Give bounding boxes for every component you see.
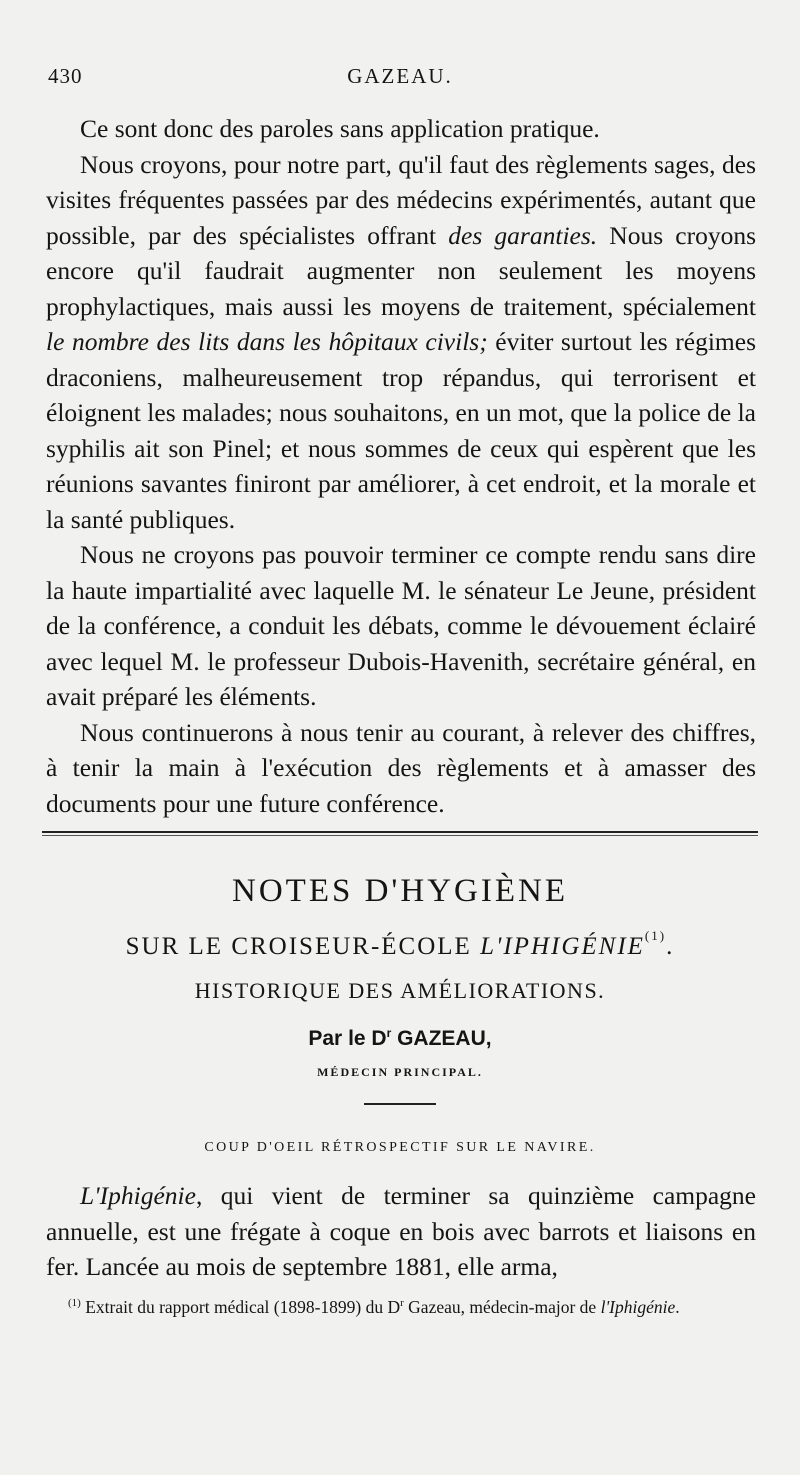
author-role: MÉDECIN PRINCIPAL. [317, 1065, 483, 1079]
subtitle-end: . [666, 933, 675, 960]
byline-sup: r [386, 1026, 392, 1040]
section-divider-thin [42, 835, 758, 836]
article-title: NOTES D'HYGIÈNE [232, 873, 568, 909]
byline-name: GAZEAU, [391, 1027, 492, 1050]
footnote-ref: (1) [644, 928, 667, 943]
footnote-sup: r [400, 1297, 404, 1309]
italic-run: le nombre des lits dans les hôpitaux civils; [46, 327, 488, 356]
paragraph [46, 147, 756, 538]
paragraph: Nous continuerons à nous tenir au courant, à relever des chiffres, à tenir la main à l'exécution des règlements et à amasser des documents pour une future conférence. [46, 717, 756, 818]
paragraph: Nous ne croyons pas pouvoir terminer ce compte rendu sans dire la haute impartialité avec laquelle M. le sénateur Le Jeune, président de la conférence, a conduit les débats, comme le dévouement éclairé avec lequel M. le professeur Dubois-Havenith, secrétaire général, en avait préparé les éléments. [46, 540, 756, 711]
text-run: Gazeau, médecin-major de [403, 1296, 601, 1317]
footnote-marker: (1) [68, 1297, 81, 1309]
text-run: Extrait du rapport médical (1898-1899) du D [80, 1296, 401, 1317]
italic-run: des garanties. [448, 220, 598, 250]
page-header [48, 64, 752, 94]
article-subtitle [0, 928, 800, 961]
paragraph: Ce sont donc des paroles sans application pratique. [80, 114, 600, 143]
italic-run: l'Iphigénie [600, 1296, 676, 1317]
article-body [46, 1178, 756, 1285]
text-run: éviter surtout les régimes draconiens, malheureusement trop répandus, qui terrorisent et éloignent les malades; nous souhaitons, en un mot, que la police de la syphilis ait son Pinel; et nous sommes de ceux qui espèrent que les réunions savantes finiront par améliorer, à cet endroit, et la morale et la santé publiques. [46, 327, 756, 534]
article-subtitle-2: HISTORIQUE DES AMÉLIORATIONS. [194, 978, 606, 1003]
text-run: Nous croyons encore qu'il faudrait augmenter non seulement les moyens prophylactiques, mais aussi les moyens de traitement, spécialement [46, 220, 757, 321]
footnote [46, 1290, 756, 1320]
short-divider [364, 1103, 436, 1105]
byline-text: Par le D [308, 1027, 387, 1050]
running-title: GAZEAU. [347, 64, 453, 88]
text-run: Nous croyons, pour notre part, qu'il faut des règlements sages, des visites fréquentes passées par des médecins expérimentés, autant que possible, par des spécialistes offrant [46, 149, 756, 250]
subtitle-text: SUR LE CROISEUR-ÉCOLE [125, 933, 481, 960]
text-run: , qui vient de terminer sa quinzième campagne annuelle, est une frégate à coque en bois avec barrots et liaisons en fer. Lancée au mois de septembre 1881, elle arma, [46, 1181, 756, 1281]
footnote-text [46, 1290, 756, 1320]
section-divider [42, 831, 758, 833]
continued-text [46, 111, 756, 821]
italic-run: L'Iphigénie [80, 1181, 196, 1210]
page-number: 430 [48, 64, 83, 88]
paragraph [46, 1178, 756, 1285]
author-byline [0, 1026, 800, 1051]
section-heading: COUP D'OEIL RÉTROSPECTIF SUR LE NAVIRE. [204, 1140, 596, 1155]
ship-name: L'IPHIGÉNIE [480, 933, 645, 960]
text-run: . [675, 1296, 680, 1317]
